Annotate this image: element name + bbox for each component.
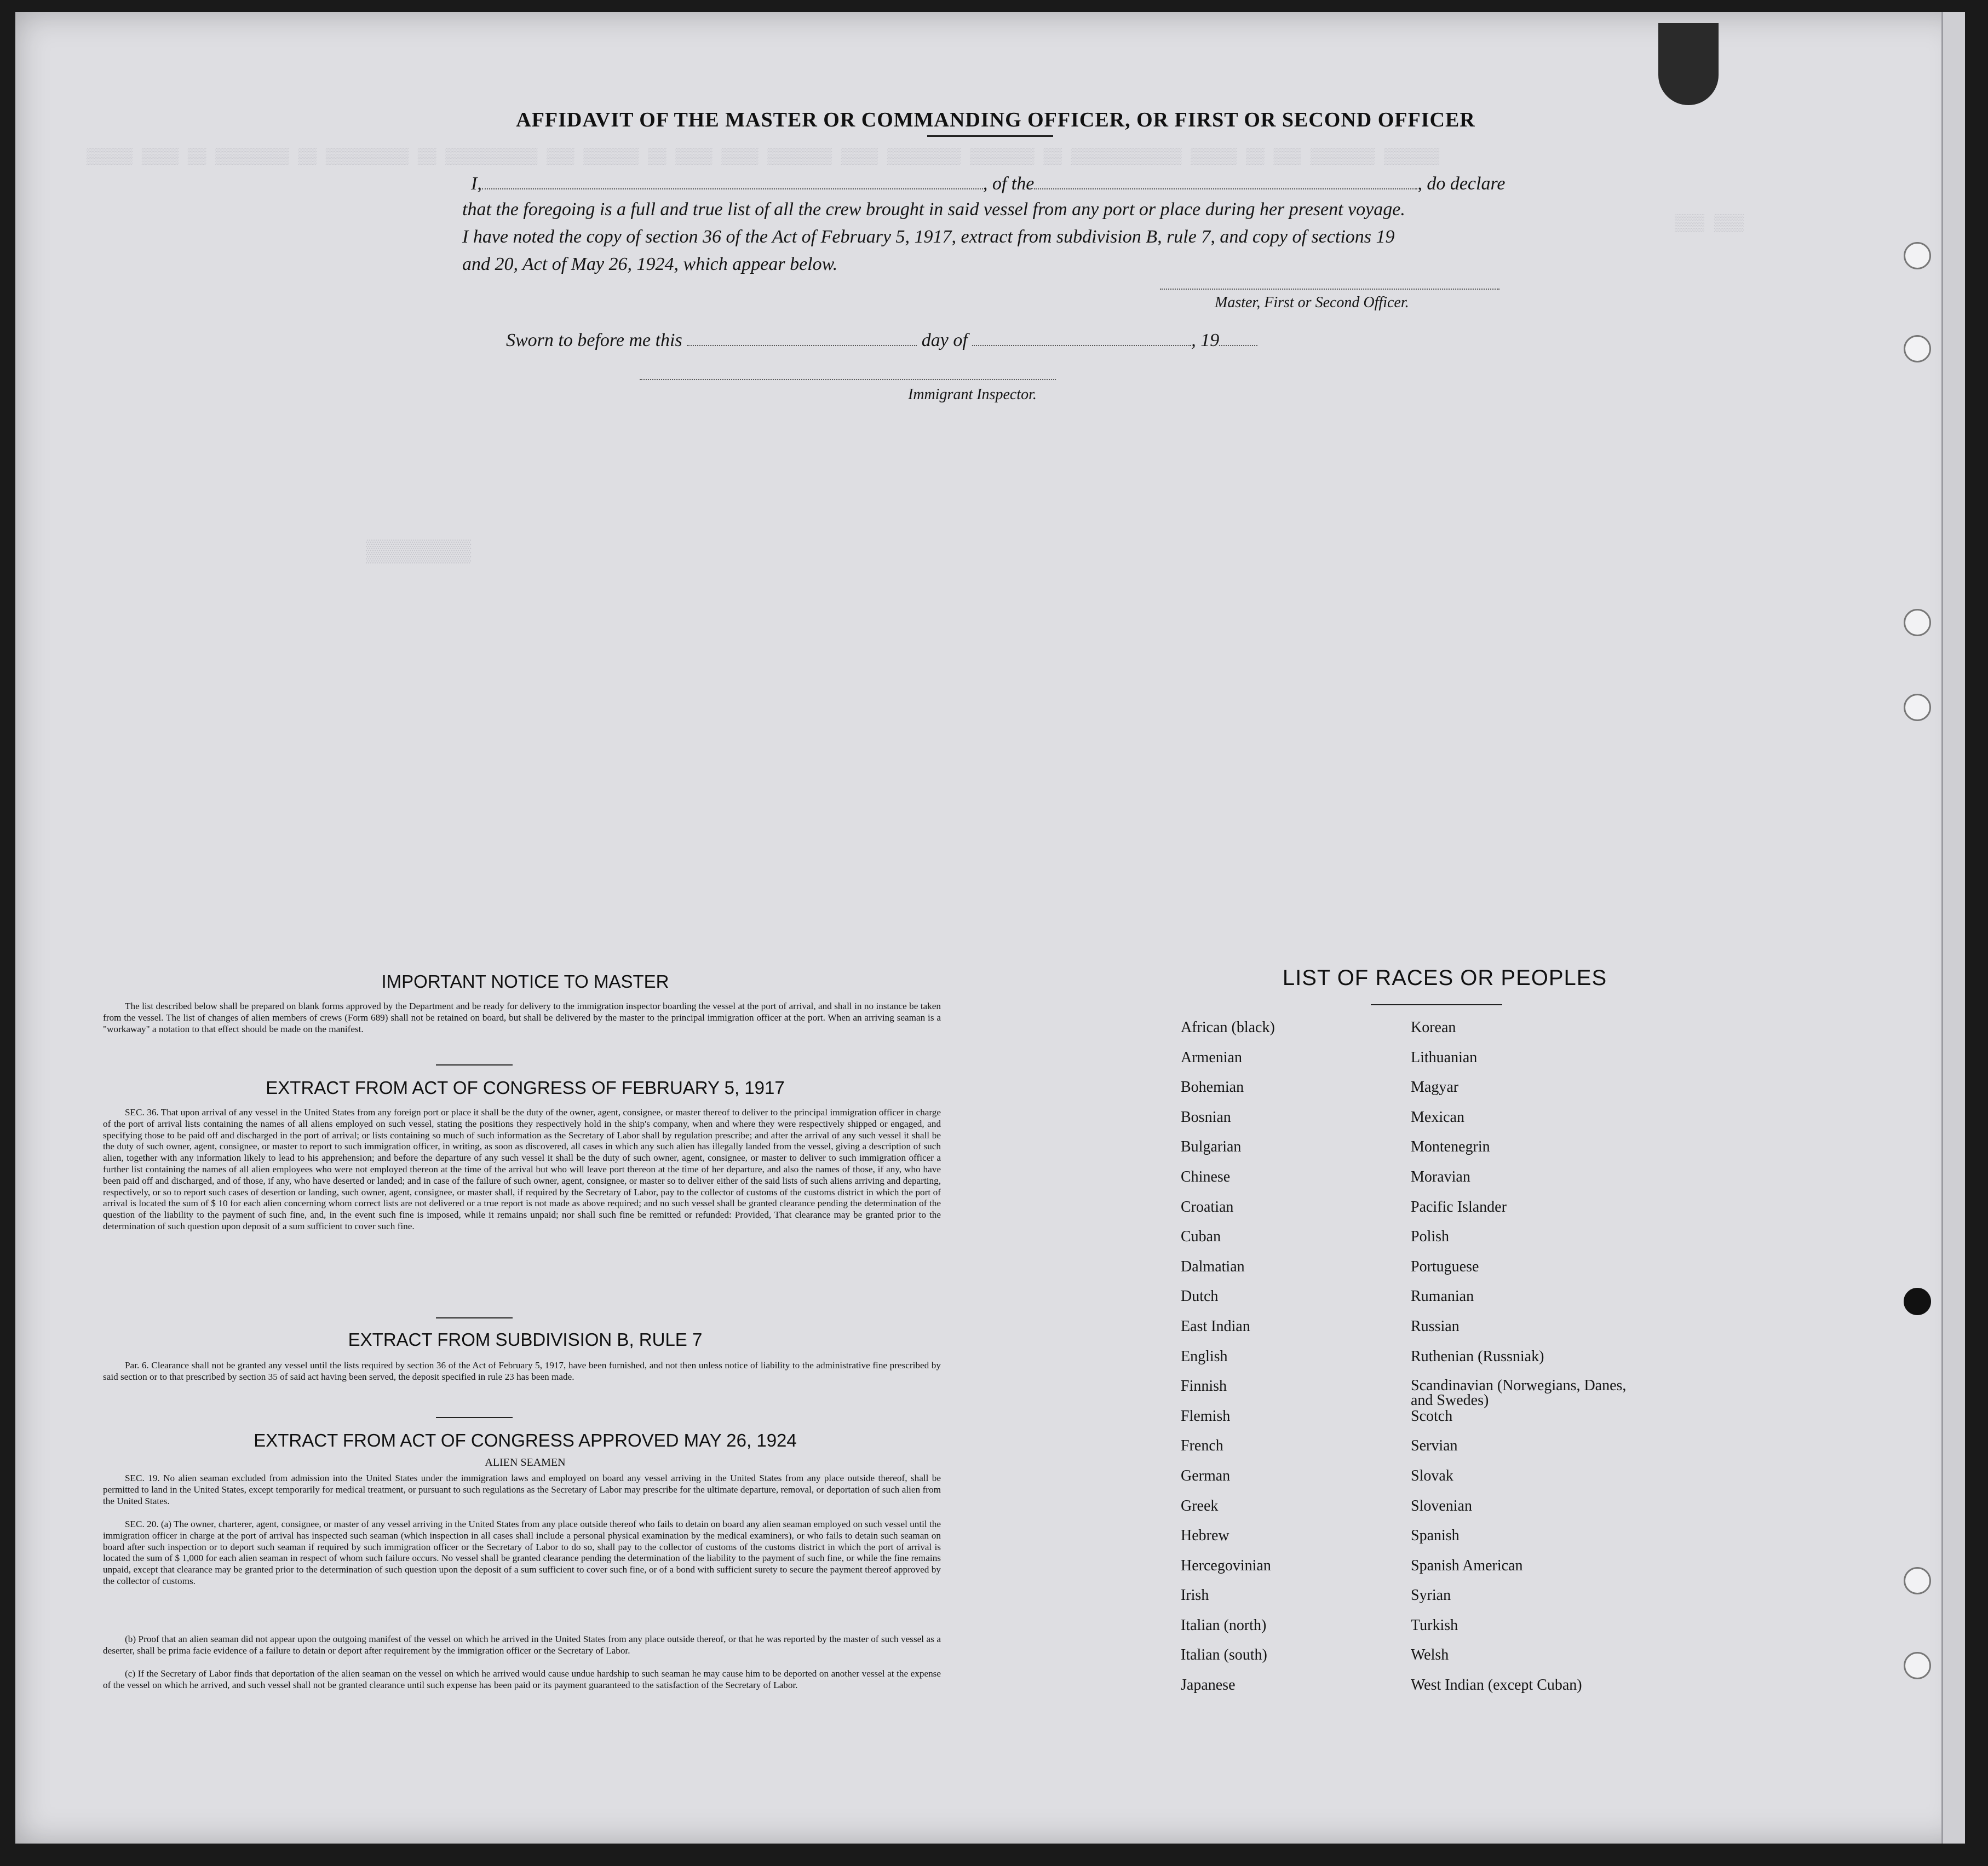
sec-20a-text: SEC. 20. (a) The owner, charterer, agent, consignee, or master of any vessel arriving in the United States from any place outside thereof who fails to detain on board any alien seaman employed on such vessel until the immigration officer in charge at the port of arrival has inspected such seaman (which inspection in all cases shall include a personal physical examination by the medical examiners), or who fails to detain such seaman on board after such inspection or to deport such seaman if required by such immigration officer or the Secretary of Labor to do so, shall pay to the collector of customs of the customs district in which the port of arrival is located the sum of $ 1,000 for each alien seaman in respect of whom such failure occurs. No vessel shall be granted clearance pending the determination of the liability to the payment of such fine, or while the fine remains unpaid, except that clearance may be granted prior to the determination of such question upon the deposit of a sum sufficient to cover such fine, or of a bond with sufficient surety to secure the payment thereof approved by the collector of customs.	[103, 1519, 941, 1586]
sworn-month-field[interactable]	[972, 329, 1191, 346]
race-item: English	[1181, 1347, 1228, 1365]
vessel-name-field[interactable]	[1034, 172, 1417, 189]
inspector-signature-label: Immigrant Inspector.	[908, 386, 1037, 403]
extract-1917-text: SEC. 36. That upon arrival of any vessel in the United States from any foreign port or place it shall be the duty of the owner, agent, consignee, or master thereof to deliver to the principal immigration officer in charge of the port of arrival lists containing the names of all aliens employed on such vessel, stating the positions they respectively hold in the ship's company, when and where they were respectively shipped or engaged, and specifying those to be paid off and discharged in the port of arrival; or lists containing so much of such information as the Secretary of Labor shall by regulation prescribe; and after the arrival of any such vessel it shall be the duty of such owner, agent, consignee, or master to report to such immigration officer, in writing, as soon as discovered, all cases in which any such alien has illegally landed from the vessel, giving a description of such alien, together with any information likely to lead to his apprehension; and before the departure of any such vessel it shall be the duty of such owner, agent, consignee, or master to deliver to such immigration officer a further list containing the names of all alien employees who were not employed thereon at the time of the arrival but who will leave port thereon at the time of her departure, and also the names of those, if any, who have been paid off and discharged, and of those, if any, who have deserted or landed; and in case of the failure of such owner, agent, consignee, or master so to deliver either of the said lists of such aliens arriving and departing, respectively, or so to report such cases of desertion or landing, such owner, agent, consignee, or master shall, if required by the Secretary of Labor, pay to the collector of customs of the customs district in which the port of arrival is located the sum of $ 10 for each alien concerning whom correct lists are not delivered or a true report is not made as above required; and no such vessel shall be granted clearance pending the determination of the question of the liability to the payment of such fine, and, in the event such fine is imposed, while it remains unpaid; nor shall such fine be remitted or refunded: Provided, That clearance may be granted prior to the determination of such question upon deposit of a sum sufficient to cover such fine.	[103, 1107, 941, 1231]
race-item: Croatian	[1181, 1198, 1234, 1216]
race-item: Hebrew	[1181, 1527, 1229, 1545]
alien-seamen-subtitle: ALIEN SEAMEN	[485, 1456, 566, 1468]
race-item: Rumanian	[1411, 1288, 1474, 1305]
race-item: East Indian	[1181, 1317, 1250, 1335]
race-item: Italian (south)	[1181, 1646, 1267, 1664]
race-item: Slovenian	[1411, 1497, 1472, 1514]
binder-hole	[1904, 1288, 1931, 1315]
binder-hole	[1904, 609, 1931, 636]
races-title-underline	[1371, 1004, 1502, 1005]
race-item: Chinese	[1181, 1168, 1231, 1185]
sworn-day-of: day of	[921, 330, 968, 350]
binder-hole	[1904, 335, 1931, 362]
binder-hole	[1904, 242, 1931, 269]
race-item: German	[1181, 1467, 1231, 1484]
race-item: Moravian	[1411, 1168, 1470, 1185]
race-item: Syrian	[1411, 1587, 1451, 1604]
race-item: West Indian (except Cuban)	[1411, 1677, 1582, 1694]
sworn-day-field[interactable]	[687, 329, 917, 346]
race-item: Welsh	[1411, 1646, 1449, 1664]
declare-suffix: , do declare	[1417, 174, 1506, 194]
race-item: Slovak	[1411, 1467, 1453, 1484]
race-item: Finnish	[1181, 1378, 1227, 1395]
race-item: Bulgarian	[1181, 1138, 1242, 1156]
master-signature-field[interactable]	[1160, 289, 1499, 290]
race-item: Servian	[1411, 1437, 1458, 1455]
race-item: Greek	[1181, 1497, 1219, 1514]
bleed-through-stamp: ▒▒▒▒▒▒▒▒	[366, 540, 472, 565]
affidavit-declaration-line	[471, 172, 1506, 194]
race-item: African (black)	[1181, 1019, 1275, 1036]
race-item: Flemish	[1181, 1407, 1231, 1425]
race-item: Magyar	[1411, 1079, 1459, 1096]
race-item: Armenian	[1181, 1049, 1242, 1066]
race-item: Irish	[1181, 1587, 1209, 1604]
race-item: Polish	[1411, 1228, 1450, 1246]
race-item: Lithuanian	[1411, 1049, 1478, 1066]
race-item: Hercegovinian	[1181, 1557, 1271, 1574]
race-item: Ruthenian (Russniak)	[1411, 1347, 1544, 1365]
race-item: Scotch	[1411, 1407, 1453, 1425]
declarant-prefix: I,	[471, 174, 482, 194]
subdivision-b-text: Par. 6. Clearance shall not be granted any vessel until the lists required by section 36 of the Act of February 5, 1917, have been furnished, and not then unless notice of liability to the administrative fine prescribed by said section or to that prescribed by section 35 of said act having been served, the deposit specified in rule 23 has been made.	[103, 1360, 941, 1382]
race-item: French	[1181, 1437, 1223, 1455]
affidavit-line-4: and 20, Act of May 26, 1924, which appear below.	[462, 254, 838, 274]
race-item: Spanish American	[1411, 1557, 1523, 1574]
race-item: Dalmatian	[1181, 1258, 1245, 1275]
race-item: Spanish	[1411, 1527, 1460, 1545]
race-item: Montenegrin	[1411, 1138, 1490, 1156]
races-title: LIST OF RACES OR PEOPLES	[1282, 966, 1607, 990]
section-divider	[436, 1417, 513, 1418]
sec-20b-text: (b) Proof that an alien seaman did not appear upon the outgoing manifest of the vessel on which he arrived in the United States from any place outside thereof, or that he was reported by the master of such vessel as a deserter, shall be prima facie evidence of a failure to detain or deport after requirement by the immigration officer or the Secretary of Labor.	[103, 1634, 941, 1656]
declarant-name-field[interactable]	[482, 172, 983, 189]
race-item: Bosnian	[1181, 1108, 1231, 1126]
race-item: Pacific Islander	[1411, 1198, 1507, 1216]
race-item: Cuban	[1181, 1228, 1221, 1246]
race-item: Korean	[1411, 1019, 1456, 1036]
races-left-column	[1181, 1020, 1389, 1707]
race-item: Russian	[1411, 1317, 1460, 1335]
torn-notch	[1658, 23, 1719, 105]
binder-hole	[1904, 1652, 1931, 1679]
race-item: Scandinavian (Norwegians, Danes, and Swedes)	[1411, 1377, 1627, 1409]
title-underline	[927, 135, 1053, 137]
extract-1924-title: EXTRACT FROM ACT OF CONGRESS APPROVED MAY 26, 1924	[254, 1430, 797, 1450]
race-item: Dutch	[1181, 1288, 1219, 1305]
binder-hole	[1904, 694, 1931, 721]
affidavit-line-3: I have noted the copy of section 36 of the Act of February 5, 1917, extract from subdivision B, rule 7, and copy of sections 19	[462, 227, 1395, 247]
notice-text: The list described below shall be prepared on blank forms approved by the Department and be ready for delivery to the immigration inspector boarding the vessel at the port of arrival, and shall in no instance be taken from the vessel. The list of changes of alien members of crews (Form 689) shall not be retained on board, but shall be delivered by the master to the principal immigration officer at the port. When an arriving seaman is a "workaway" a notation to that effect should be made on the manifest.	[103, 1001, 941, 1034]
race-item: Turkish	[1411, 1616, 1458, 1634]
binder-hole	[1904, 1567, 1931, 1594]
bleed-through-text: ▒▒▒ ▒▒▒	[1675, 215, 1744, 233]
race-item: Portuguese	[1411, 1258, 1479, 1275]
section-divider	[436, 1317, 513, 1318]
subdivision-b-title: EXTRACT FROM SUBDIVISION B, RULE 7	[348, 1329, 703, 1350]
extract-1917-title: EXTRACT FROM ACT OF CONGRESS OF FEBRUARY 5, 1917	[266, 1078, 785, 1098]
inspector-signature-field[interactable]	[640, 379, 1056, 380]
race-item: Mexican	[1411, 1108, 1464, 1126]
sworn-line	[506, 329, 1257, 351]
affidavit-line-2: that the foregoing is a full and true list of all the crew brought in said vessel from any port or place during her present voyage.	[462, 199, 1405, 220]
bleed-through-header: ▒▒▒▒▒ ▒▒▒▒ ▒▒ ▒▒▒▒▒▒▒▒ ▒▒ ▒▒▒▒▒▒▒▒▒ ▒▒ ▒▒▒▒▒▒▒▒▒▒ ▒▒▒ ▒▒▒▒▒▒ ▒▒ ▒▒▒▒ ▒▒▒▒ ▒▒▒▒▒▒▒ ▒▒▒▒ ▒▒▒▒▒▒▒▒ ▒▒▒▒▒▒▒ ▒▒ ▒▒▒▒▒▒▒▒▒▒▒▒ ▒▒▒▒▒ ▒▒ ▒▒▒ ▒▒▒▒▒▒▒ ▒▒▒▒▒▒	[87, 149, 1440, 166]
sworn-year-field[interactable]	[1219, 329, 1257, 346]
section-divider	[436, 1064, 513, 1066]
master-signature-label: Master, First or Second Officer.	[1215, 294, 1409, 311]
notice-title: IMPORTANT NOTICE TO MASTER	[381, 971, 669, 992]
page-edge	[1941, 12, 1965, 1844]
sworn-year-prefix: , 19	[1191, 330, 1220, 350]
vessel-connector: , of the	[982, 174, 1035, 194]
race-item: Italian (north)	[1181, 1616, 1267, 1634]
sworn-prefix: Sworn to before me this	[506, 330, 682, 350]
document-page	[15, 12, 1965, 1844]
sec-20c-text: (c) If the Secretary of Labor finds that deportation of the alien seaman on the vessel on which he arrived would cause undue hardship to such seaman he may cause him to be deported on another vessel at the expense of the vessel on which he arrived, and such vessel shall not be granted clearance until such expense has been paid or its payment guaranteed to the satisfaction of the Secretary of Labor.	[103, 1668, 941, 1690]
race-item: Bohemian	[1181, 1079, 1244, 1096]
affidavit-title: AFFIDAVIT OF THE MASTER OR COMMANDING OFFICER, OR FIRST OR SECOND OFFICER	[516, 108, 1475, 131]
sec-19-text: SEC. 19. No alien seaman excluded from admission into the United States under the immigration laws and employed on board any vessel arriving in the United States from any place outside thereof, shall be permitted to land in the United States, except temporarily for medical treatment, or pursuant to such regulations as the Secretary of Labor may prescribe for the ultimate departure, removal, or deportation of such alien from the United States.	[103, 1473, 941, 1506]
races-right-column	[1411, 1020, 1641, 1707]
race-item: Japanese	[1181, 1677, 1236, 1694]
